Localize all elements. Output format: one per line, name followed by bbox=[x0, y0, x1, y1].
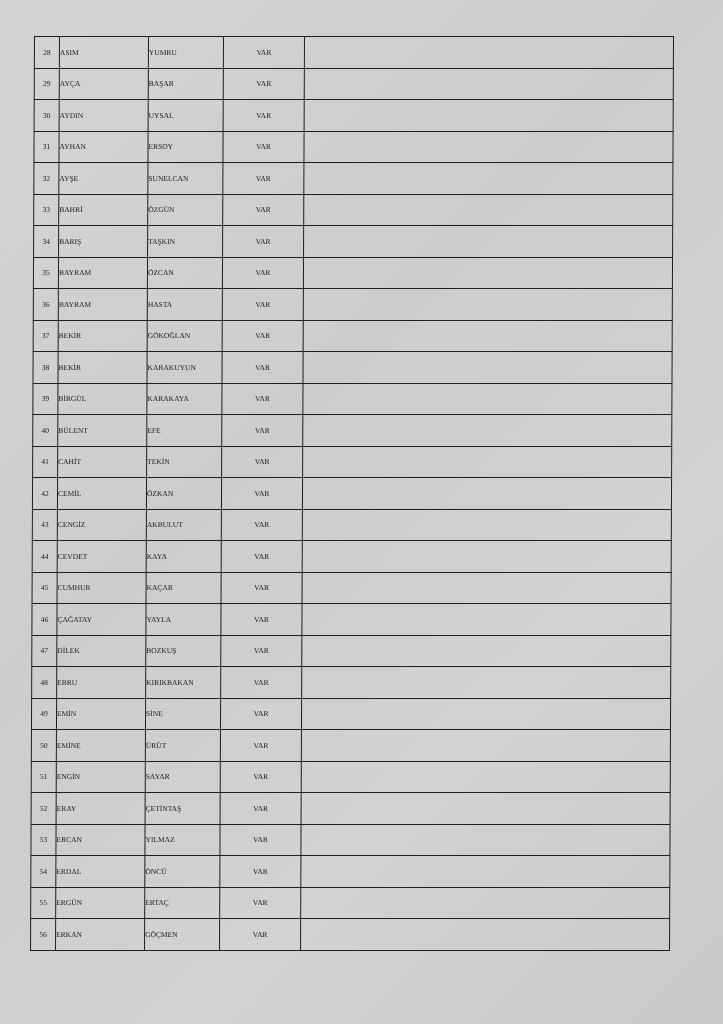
row-number-cell: 43 bbox=[32, 509, 57, 541]
row-number-cell: 44 bbox=[32, 541, 57, 573]
first-name-cell: ASIM bbox=[59, 37, 148, 69]
first-name-cell: BİRGÜL bbox=[58, 383, 147, 415]
status-cell: VAR bbox=[220, 793, 301, 825]
row-number-cell: 49 bbox=[31, 698, 56, 730]
last-name-cell: BAŞAR bbox=[148, 68, 223, 100]
first-name-cell: DİLEK bbox=[57, 635, 146, 667]
last-name-cell: ÜRÜT bbox=[145, 730, 220, 762]
status-cell: VAR bbox=[223, 194, 304, 226]
table-row bbox=[34, 163, 673, 195]
first-name-cell: ENGİN bbox=[56, 761, 145, 793]
empty-note-cell bbox=[301, 761, 670, 793]
row-number-cell: 31 bbox=[34, 131, 59, 163]
document-sheet bbox=[34, 36, 674, 951]
row-number-cell: 36 bbox=[33, 289, 58, 321]
status-cell: VAR bbox=[221, 541, 302, 573]
status-cell: VAR bbox=[220, 887, 301, 919]
empty-note-cell bbox=[304, 163, 673, 195]
empty-note-cell bbox=[304, 37, 673, 69]
row-number-cell: 39 bbox=[33, 383, 58, 415]
empty-note-cell bbox=[303, 383, 672, 415]
empty-note-cell bbox=[302, 572, 671, 604]
status-cell: VAR bbox=[221, 604, 302, 636]
status-cell: VAR bbox=[223, 68, 304, 100]
last-name-cell: SUNELCAN bbox=[148, 163, 223, 195]
last-name-cell: UYSAL bbox=[148, 100, 223, 132]
first-name-cell: EMİNE bbox=[56, 730, 145, 762]
row-number-cell: 54 bbox=[31, 856, 56, 888]
empty-note-cell bbox=[304, 131, 673, 163]
table-row bbox=[34, 100, 673, 132]
last-name-cell: KARAKUYUN bbox=[147, 352, 222, 384]
last-name-cell: EFE bbox=[147, 415, 222, 447]
table-row bbox=[32, 509, 671, 541]
first-name-cell: AYHAN bbox=[59, 131, 148, 163]
table-row bbox=[34, 194, 673, 226]
last-name-cell: YAYLA bbox=[146, 604, 221, 636]
first-name-cell: CEMİL bbox=[57, 478, 146, 510]
table-row bbox=[31, 919, 670, 951]
empty-note-cell bbox=[302, 541, 671, 573]
first-name-cell: CAHİT bbox=[58, 446, 147, 478]
last-name-cell: KAÇAR bbox=[146, 572, 221, 604]
row-number-cell: 42 bbox=[32, 478, 57, 510]
empty-note-cell bbox=[304, 100, 673, 132]
empty-note-cell bbox=[301, 887, 670, 919]
last-name-cell: KAYA bbox=[146, 541, 221, 573]
status-cell: VAR bbox=[220, 856, 301, 888]
table-row bbox=[34, 68, 673, 100]
status-cell: VAR bbox=[220, 698, 301, 730]
first-name-cell: EMİN bbox=[56, 698, 145, 730]
empty-note-cell bbox=[302, 635, 671, 667]
table-row bbox=[31, 856, 670, 888]
table-row bbox=[31, 698, 670, 730]
last-name-cell: TAŞKIN bbox=[148, 226, 223, 258]
row-number-cell: 34 bbox=[34, 226, 59, 258]
first-name-cell: CEVDET bbox=[57, 541, 146, 573]
last-name-cell: ÖZKAN bbox=[146, 478, 221, 510]
status-cell: VAR bbox=[221, 667, 302, 699]
last-name-cell: GÖÇMEN bbox=[145, 919, 220, 951]
status-cell: VAR bbox=[221, 509, 302, 541]
row-number-cell: 46 bbox=[32, 604, 57, 636]
status-cell: VAR bbox=[223, 100, 304, 132]
empty-note-cell bbox=[303, 289, 672, 321]
first-name-cell: ERCAN bbox=[56, 824, 145, 856]
first-name-cell: CENGİZ bbox=[57, 509, 146, 541]
last-name-cell: ERSOY bbox=[148, 131, 223, 163]
row-number-cell: 56 bbox=[31, 919, 56, 951]
status-cell: VAR bbox=[220, 919, 301, 951]
last-name-cell: ÖZCAN bbox=[147, 257, 222, 289]
table-row bbox=[31, 824, 670, 856]
table-row bbox=[34, 37, 673, 69]
status-cell: VAR bbox=[220, 730, 301, 762]
row-number-cell: 51 bbox=[31, 761, 56, 793]
first-name-cell: BAHRİ bbox=[59, 194, 148, 226]
first-name-cell: AYÇA bbox=[59, 68, 148, 100]
first-name-cell: ERDAL bbox=[56, 856, 145, 888]
status-cell: VAR bbox=[220, 761, 301, 793]
first-name-cell: BEKİR bbox=[58, 320, 147, 352]
row-number-cell: 48 bbox=[32, 667, 57, 699]
table-row bbox=[31, 761, 670, 793]
status-cell: VAR bbox=[221, 635, 302, 667]
last-name-cell: ÖNCÜ bbox=[145, 856, 220, 888]
last-name-cell: AKBULUT bbox=[146, 509, 221, 541]
table-row bbox=[31, 730, 670, 762]
table-row bbox=[32, 604, 671, 636]
table-row bbox=[31, 793, 670, 825]
table-row bbox=[34, 226, 673, 258]
empty-note-cell bbox=[304, 68, 673, 100]
row-number-cell: 30 bbox=[34, 100, 59, 132]
status-cell: VAR bbox=[222, 352, 303, 384]
status-cell: VAR bbox=[223, 226, 304, 258]
row-number-cell: 38 bbox=[33, 352, 58, 384]
table-row bbox=[32, 667, 671, 699]
status-cell: VAR bbox=[220, 824, 301, 856]
row-number-cell: 50 bbox=[31, 730, 56, 762]
empty-note-cell bbox=[302, 667, 671, 699]
last-name-cell: YUMRU bbox=[148, 37, 223, 69]
table-row bbox=[33, 383, 672, 415]
table-row bbox=[33, 446, 672, 478]
last-name-cell: GÖKOĞLAN bbox=[147, 320, 222, 352]
table-row bbox=[33, 415, 672, 447]
row-number-cell: 32 bbox=[34, 163, 59, 195]
row-number-cell: 47 bbox=[32, 635, 57, 667]
row-number-cell: 28 bbox=[34, 37, 59, 69]
empty-note-cell bbox=[304, 194, 673, 226]
row-number-cell: 55 bbox=[31, 887, 56, 919]
row-number-cell: 29 bbox=[34, 68, 59, 100]
status-cell: VAR bbox=[223, 131, 304, 163]
first-name-cell: CUMHUR bbox=[57, 572, 146, 604]
first-name-cell: BÜLENT bbox=[58, 415, 147, 447]
last-name-cell: SİNE bbox=[145, 698, 220, 730]
first-name-cell: AYŞE bbox=[59, 163, 148, 195]
status-cell: VAR bbox=[221, 478, 302, 510]
table-row bbox=[32, 572, 671, 604]
empty-note-cell bbox=[301, 698, 670, 730]
last-name-cell: BOZKUŞ bbox=[146, 635, 221, 667]
status-cell: VAR bbox=[222, 415, 303, 447]
row-number-cell: 33 bbox=[34, 194, 59, 226]
last-name-cell: KIRIKBAKAN bbox=[146, 667, 221, 699]
last-name-cell: SAYAR bbox=[145, 761, 220, 793]
status-cell: VAR bbox=[222, 257, 303, 289]
table-row bbox=[32, 478, 671, 510]
first-name-cell: ERKAN bbox=[56, 919, 145, 951]
empty-note-cell bbox=[303, 352, 672, 384]
table-row bbox=[32, 541, 671, 573]
status-cell: VAR bbox=[222, 383, 303, 415]
first-name-cell: ÇAĞATAY bbox=[57, 604, 146, 636]
first-name-cell: BAYRAM bbox=[58, 289, 147, 321]
row-number-cell: 37 bbox=[33, 320, 58, 352]
status-cell: VAR bbox=[222, 320, 303, 352]
empty-note-cell bbox=[302, 604, 671, 636]
last-name-cell: ÇETİNTAŞ bbox=[145, 793, 220, 825]
empty-note-cell bbox=[301, 919, 670, 951]
empty-note-cell bbox=[303, 320, 672, 352]
empty-note-cell bbox=[303, 415, 672, 447]
status-cell: VAR bbox=[223, 37, 304, 69]
first-name-cell: ERGÜN bbox=[56, 887, 145, 919]
last-name-cell: ERTAÇ bbox=[145, 887, 220, 919]
table-row bbox=[33, 257, 672, 289]
first-name-cell: ERAY bbox=[56, 793, 145, 825]
attendance-table bbox=[30, 36, 674, 951]
empty-note-cell bbox=[304, 226, 673, 258]
first-name-cell: EBRU bbox=[57, 667, 146, 699]
status-cell: VAR bbox=[222, 289, 303, 321]
last-name-cell: YILMAZ bbox=[145, 824, 220, 856]
empty-note-cell bbox=[301, 824, 670, 856]
empty-note-cell bbox=[302, 509, 671, 541]
last-name-cell: TEKİN bbox=[147, 446, 222, 478]
first-name-cell: BARIŞ bbox=[59, 226, 148, 258]
empty-note-cell bbox=[301, 793, 670, 825]
table-row bbox=[32, 635, 671, 667]
table-row bbox=[33, 352, 672, 384]
row-number-cell: 40 bbox=[33, 415, 58, 447]
table-row bbox=[34, 131, 673, 163]
table-row bbox=[33, 289, 672, 321]
last-name-cell: HASTA bbox=[147, 289, 222, 321]
last-name-cell: KARAKAYA bbox=[147, 383, 222, 415]
row-number-cell: 35 bbox=[33, 257, 58, 289]
empty-note-cell bbox=[303, 446, 672, 478]
status-cell: VAR bbox=[221, 572, 302, 604]
first-name-cell: AYDIN bbox=[59, 100, 148, 132]
attendance-table-body bbox=[31, 37, 674, 951]
row-number-cell: 53 bbox=[31, 824, 56, 856]
table-row bbox=[31, 887, 670, 919]
empty-note-cell bbox=[301, 730, 670, 762]
status-cell: VAR bbox=[222, 446, 303, 478]
first-name-cell: BEKİR bbox=[58, 352, 147, 384]
empty-note-cell bbox=[301, 856, 670, 888]
row-number-cell: 45 bbox=[32, 572, 57, 604]
row-number-cell: 52 bbox=[31, 793, 56, 825]
empty-note-cell bbox=[303, 257, 672, 289]
first-name-cell: BAYRAM bbox=[58, 257, 147, 289]
empty-note-cell bbox=[302, 478, 671, 510]
row-number-cell: 41 bbox=[33, 446, 58, 478]
last-name-cell: ÖZGÜN bbox=[148, 194, 223, 226]
table-row bbox=[33, 320, 672, 352]
status-cell: VAR bbox=[223, 163, 304, 195]
